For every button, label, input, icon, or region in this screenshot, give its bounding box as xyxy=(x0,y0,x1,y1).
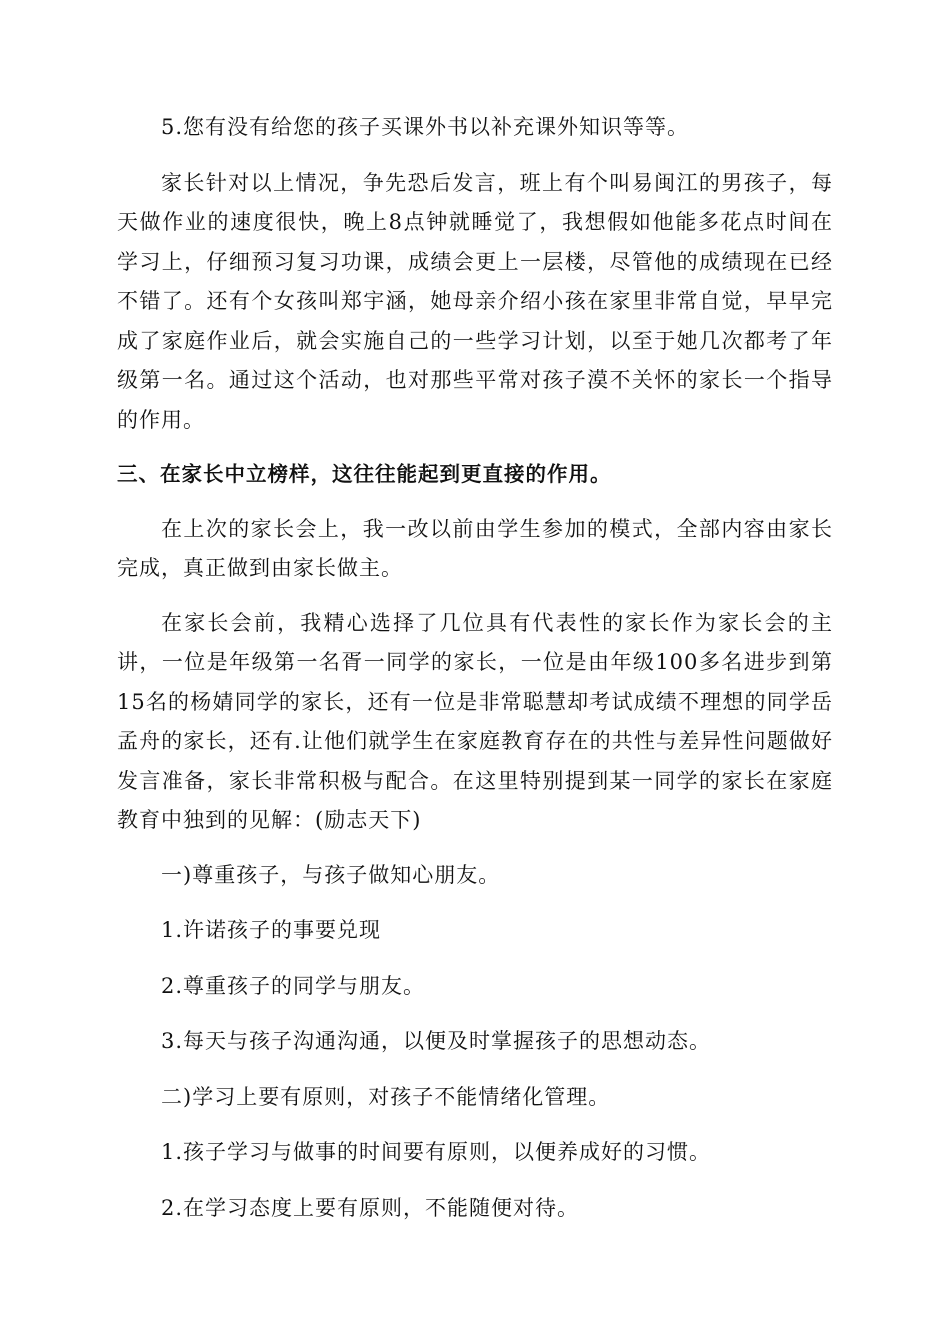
subheading-study-principles: 二)学习上要有原则，对孩子不能情绪化管理。 xyxy=(161,1084,611,1109)
list-item-5-extracurricular-books: 5.您有没有给您的孩子买课外书以补充课外知识等等。 xyxy=(161,115,690,139)
document-body xyxy=(117,108,833,1244)
body-paragraph-parent-discussion: 家长针对以上情况，争先恐后发言，班上有个叫易闽江的男孩子，每天做作业的速度很快，晚上8点钟就睡觉了，我想假如他能多花点时间在学习上，仔细预习复习功课，成绩会更上一层楼，尽管他的成绩现在已经不错了。还有个女孩叫郑宇涵，她母亲介绍小孩在家里非常自觉，早早完成了家庭作业后，就会实施自己的一些学习计划，以至于她几次都考了年级第一名。通过这个活动，也对那些平常对孩子漠不关怀的家长一个指导的作用。 xyxy=(117,170,833,432)
section-heading-three: 三、在家长中立榜样，这往往能起到更直接的作用。 xyxy=(117,462,612,486)
list-item-respect-friends: 2.尊重孩子的同学与朋友。 xyxy=(161,973,426,998)
body-paragraph-before-meeting: 在家长会前，我精心选择了几位具有代表性的家长作为家长会的主讲，一位是年级第一名胥一同学的家长，一位是由年级100多名进步到第15名的杨婧同学的家长，还有一位是非常聪慧却考试成绩不理想的同学岳孟舟的家长，还有.让他们就学生在家庭教育存在的共性与差异性问题做好发言准备，家长非常积极与配合。在这里特别提到某一同学的家长在家庭教育中独到的见解：(励志天下) xyxy=(117,610,833,832)
list-item-keep-promises: 1.许诺孩子的事要兑现 xyxy=(161,918,382,942)
list-item-daily-communication: 3.每天与孩子沟通沟通，以便及时掌握孩子的思想动态。 xyxy=(161,1029,712,1053)
list-item-attitude-principles: 2.在学习态度上要有原则，不能随便对待。 xyxy=(161,1195,580,1220)
subheading-respect-children: 一)尊重孩子，与孩子做知心朋友。 xyxy=(161,862,501,887)
body-paragraph-last-meeting: 在上次的家长会上，我一改以前由学生参加的模式，全部内容由家长完成，真正做到由家长做主。 xyxy=(117,516,833,580)
list-item-time-principles: 1.孩子学习与做事的时间要有原则，以便养成好的习惯。 xyxy=(161,1140,712,1164)
